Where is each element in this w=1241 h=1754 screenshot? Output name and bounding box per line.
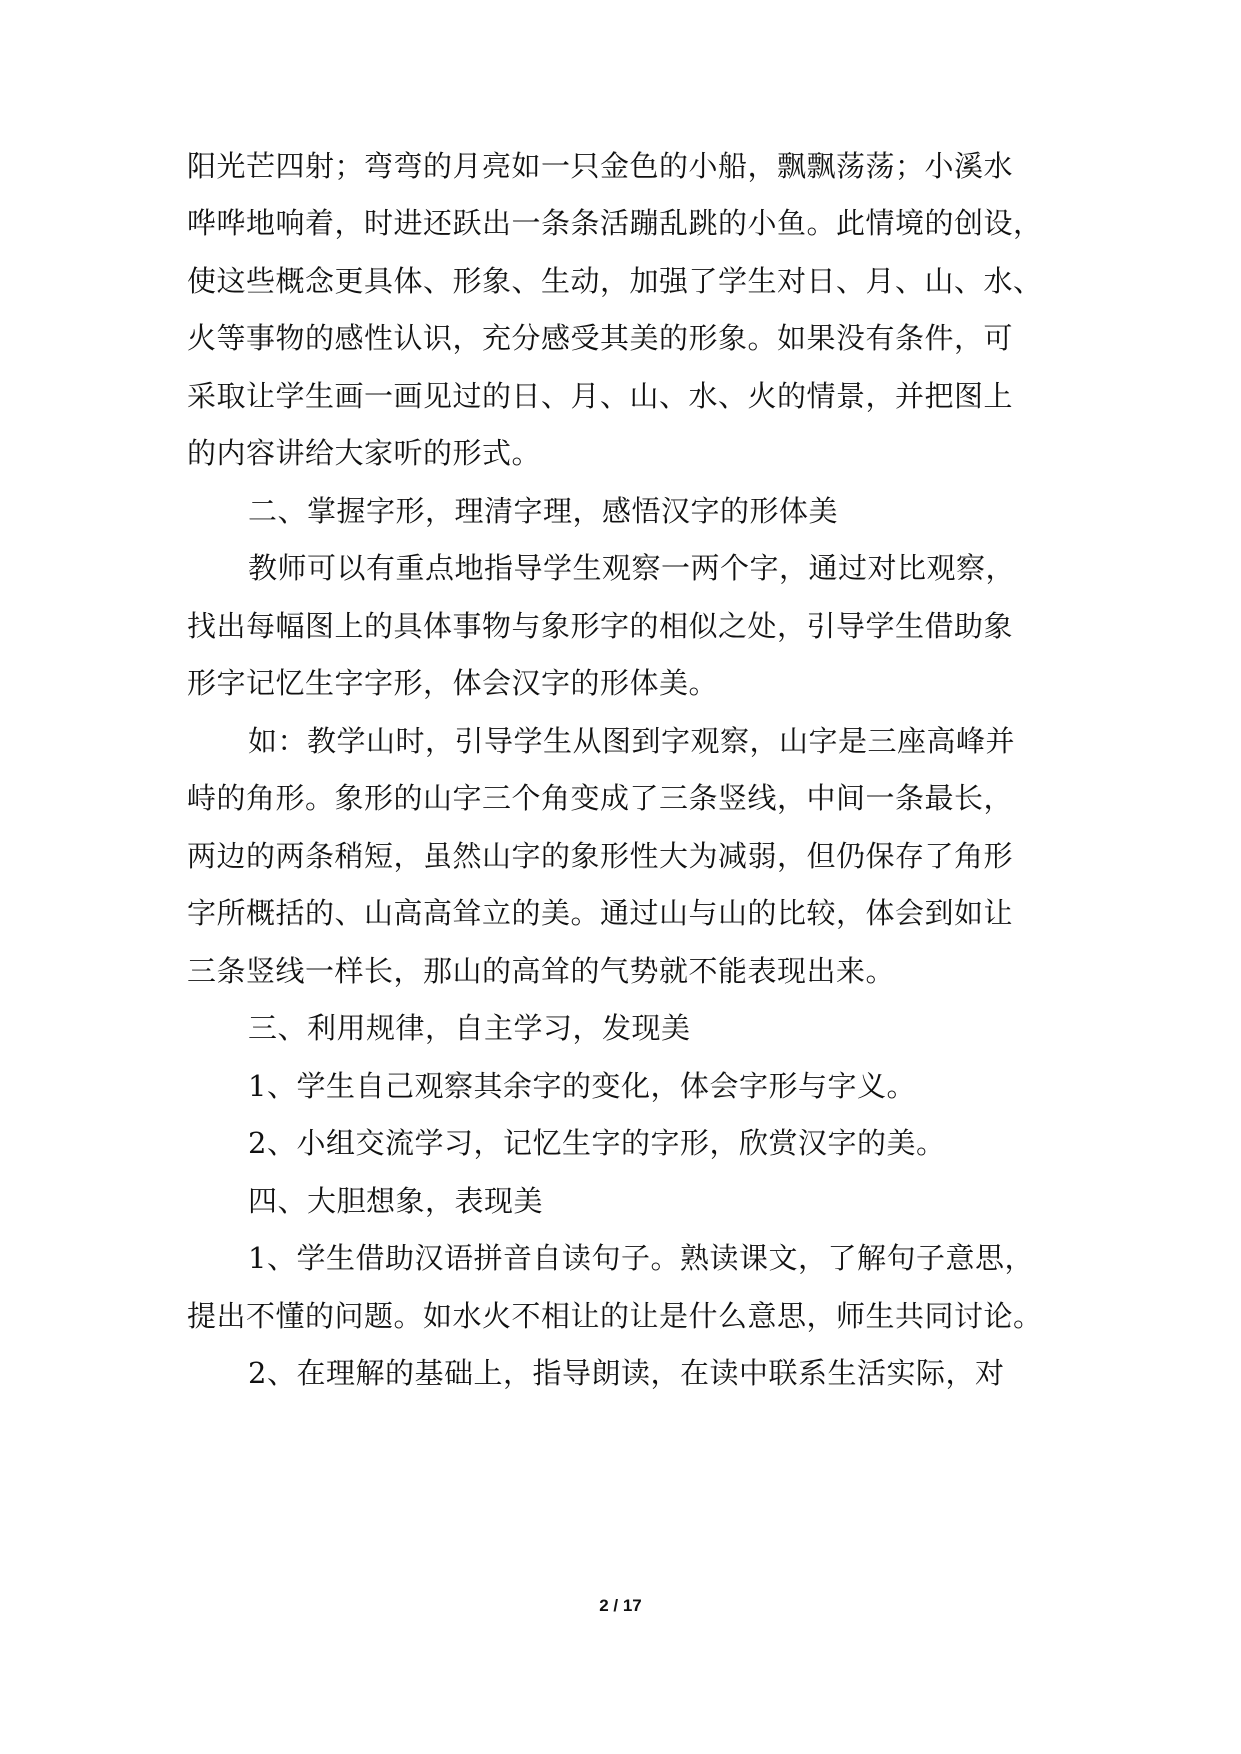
list-item: 2、小组交流学习，记忆生字的字形，欣赏汉字的美。 [248, 1126, 946, 1160]
text-line: 形字记忆生字字形，体会汉字的形体美。 [187, 666, 719, 700]
text-line: 三条竖线一样长，那山的高耸的气势就不能表现出来。 [187, 954, 896, 988]
text-line: 找出每幅图上的具体事物与象形字的相似之处，引导学生借助象 [187, 609, 1014, 643]
list-item: 1、学生借助汉语拼音自读句子。熟读课文，了解句子意思， [248, 1241, 1034, 1275]
text-line: 哗哗地响着，时进还跃出一条条活蹦乱跳的小鱼。此情境的创设， [187, 206, 1043, 240]
text-line: 两边的两条稍短，虽然山字的象形性大为减弱，但仍保存了角形 [187, 839, 1014, 873]
text-line: 如：教学山时，引导学生从图到字观察，山字是三座高峰并 [248, 724, 1016, 758]
text-line: 字所概括的、山高高耸立的美。通过山与山的比较，体会到如让 [187, 896, 1014, 930]
text-line: 采取让学生画一画见过的日、月、山、水、火的情景，并把图上 [187, 379, 1014, 413]
text-line: 火等事物的感性认识，充分感受其美的形象。如果没有条件，可 [187, 321, 1014, 355]
page-number: 2 / 17 [599, 1596, 642, 1615]
section-heading: 二、掌握字形，理清字理，感悟汉字的形体美 [248, 494, 839, 528]
text-line: 提出不懂的问题。如水火不相让的让是什么意思，师生共同讨论。 [187, 1299, 1043, 1333]
list-item: 2、在理解的基础上，指导朗读，在读中联系生活实际，对 [248, 1356, 1005, 1390]
text-line: 教师可以有重点地指导学生观察一两个字，通过对比观察， [248, 551, 1016, 585]
text-line: 阳光芒四射；弯弯的月亮如一只金色的小船，飘飘荡荡；小溪水 [187, 149, 1014, 183]
section-heading: 四、大胆想象，表现美 [248, 1184, 544, 1218]
text-line: 使这些概念更具体、形象、生动，加强了学生对日、月、山、水、 [187, 264, 1043, 298]
section-heading: 三、利用规律，自主学习，发现美 [248, 1011, 691, 1045]
text-line: 的内容讲给大家听的形式。 [187, 436, 542, 470]
text-line: 峙的角形。象形的山字三个角变成了三条竖线，中间一条最长， [187, 781, 1014, 815]
list-item: 1、学生自己观察其余字的变化，体会字形与字义。 [248, 1069, 916, 1103]
